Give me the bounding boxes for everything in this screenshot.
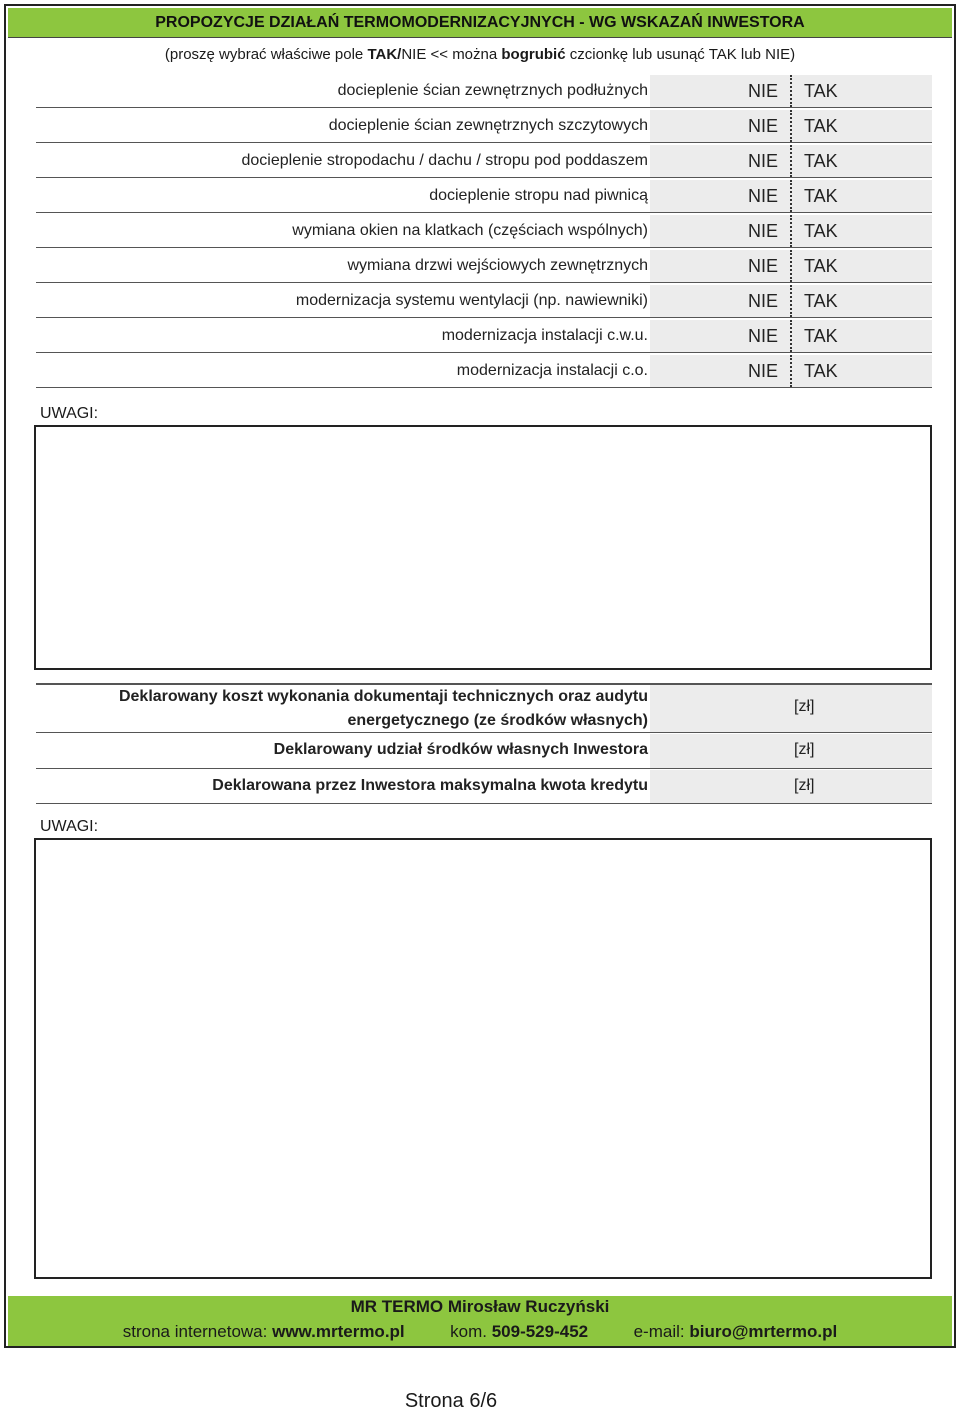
currency-unit: [zł] xyxy=(794,777,815,794)
measure-row xyxy=(36,145,932,178)
currency-unit: [zł] xyxy=(794,698,815,715)
web-label: strona internetowa: xyxy=(122,1322,268,1341)
phone-label: kom. xyxy=(450,1322,487,1341)
form-title: PROPOZYCJE DZIAŁAŃ TERMOMODERNIZACYJNYCH - WG WSKAZAŃ INWESTORA xyxy=(8,8,952,38)
declaration-label xyxy=(36,685,648,733)
declaration-cell xyxy=(650,685,932,732)
declaration-row xyxy=(36,770,932,804)
row-divider xyxy=(36,387,932,388)
email-link[interactable]: biuro@mrtermo.pl xyxy=(689,1322,838,1341)
row-divider xyxy=(36,282,932,283)
option-nie[interactable]: NIE xyxy=(748,151,779,171)
instruction-suffix: czcionkę lub usunąć TAK lub NIE) xyxy=(565,46,796,63)
option-tak[interactable]: TAK xyxy=(804,186,838,206)
measure-label: docieplenie stropodachu / dachu / stropu pod poddaszem xyxy=(241,152,648,169)
measure-label: docieplenie stropu nad piwnicą xyxy=(429,187,648,204)
page-number: Strona 6/6 xyxy=(404,1390,498,1412)
notes-textarea[interactable] xyxy=(34,425,932,670)
currency-unit: [zł] xyxy=(794,741,815,758)
option-separator xyxy=(790,215,792,247)
row-divider xyxy=(36,142,932,143)
email-label: e-mail: xyxy=(633,1322,685,1341)
measure-label: docieplenie ścian zewnętrznych szczytowych xyxy=(328,117,648,134)
web-link[interactable]: www.mrtermo.pl xyxy=(272,1322,405,1341)
notes-textarea[interactable] xyxy=(34,838,932,1279)
measure-row xyxy=(36,215,932,248)
declaration-cell xyxy=(650,770,932,803)
option-nie[interactable]: NIE xyxy=(748,361,779,381)
row-divider xyxy=(36,107,932,108)
declaration-label-line2: energetycznego (ze środków własnych) xyxy=(347,712,648,729)
instruction-prefix: (proszę wybrać właściwe pole xyxy=(164,46,368,63)
option-separator xyxy=(790,180,792,212)
instruction-bold-verb: bogrubić xyxy=(501,46,566,63)
measure-row xyxy=(36,75,932,108)
row-divider xyxy=(36,352,932,353)
declaration-cell xyxy=(650,734,932,768)
option-nie[interactable]: NIE xyxy=(748,326,779,346)
notes-label: UWAGI: xyxy=(40,405,99,422)
declaration-input[interactable] xyxy=(650,685,794,734)
row-divider xyxy=(36,768,932,769)
option-separator xyxy=(790,110,792,142)
instruction-text xyxy=(0,46,960,63)
option-nie[interactable]: NIE xyxy=(748,221,779,241)
measure-label: modernizacja systemu wentylacji (np. nawiewniki) xyxy=(295,292,648,309)
option-tak[interactable]: TAK xyxy=(804,81,838,101)
notes-label: UWAGI: xyxy=(40,818,99,835)
company-name: MR TERMO Mirosław Ruczyński xyxy=(350,1297,610,1316)
declaration-input[interactable] xyxy=(650,734,794,770)
option-tak[interactable]: TAK xyxy=(804,291,838,311)
option-separator xyxy=(790,285,792,317)
option-nie[interactable]: NIE xyxy=(748,291,779,311)
measure-row xyxy=(36,285,932,318)
option-nie[interactable]: NIE xyxy=(748,116,779,136)
measure-label: wymiana drzwi wejściowych zewnętrznych xyxy=(347,257,648,274)
declaration-label: Deklarowana przez Inwestora maksymalna kwota kredytu xyxy=(212,777,648,794)
option-tak[interactable]: TAK xyxy=(804,326,838,346)
row-divider xyxy=(36,803,932,804)
contact-line xyxy=(8,1322,952,1342)
measure-row xyxy=(36,180,932,213)
measure-label: wymiana okien na klatkach (częściach wspólnych) xyxy=(292,222,648,239)
declaration-row xyxy=(36,685,932,733)
row-divider xyxy=(36,317,932,318)
option-tak[interactable]: TAK xyxy=(804,361,838,381)
option-tak[interactable]: TAK xyxy=(804,256,838,276)
footer-bar xyxy=(8,1296,952,1346)
option-tak[interactable]: TAK xyxy=(804,116,838,136)
phone-number[interactable]: 509-529-452 xyxy=(491,1322,589,1341)
declaration-label: Deklarowany udział środków własnych Inwestora xyxy=(273,741,648,758)
option-separator xyxy=(790,145,792,177)
option-tak[interactable]: TAK xyxy=(804,221,838,241)
option-separator xyxy=(790,355,792,387)
measure-row xyxy=(36,110,932,143)
declaration-row xyxy=(36,734,932,769)
measure-label: modernizacja instalacji c.w.u. xyxy=(441,327,648,344)
option-tak[interactable]: TAK xyxy=(804,151,838,171)
option-separator xyxy=(790,250,792,282)
option-nie[interactable]: NIE xyxy=(748,81,779,101)
measure-label: modernizacja instalacji c.o. xyxy=(456,362,648,379)
option-separator xyxy=(790,75,792,107)
row-divider xyxy=(36,732,932,733)
row-divider xyxy=(36,212,932,213)
measure-row xyxy=(36,320,932,353)
option-nie[interactable]: NIE xyxy=(748,256,779,276)
option-nie[interactable]: NIE xyxy=(748,186,779,206)
declaration-label-line1: Deklarowany koszt wykonania dokumentaji technicznych oraz audytu xyxy=(118,688,648,705)
measure-row xyxy=(36,355,932,388)
instruction-mid: NIE << można xyxy=(401,46,502,63)
row-divider xyxy=(36,247,932,248)
row-divider xyxy=(36,177,932,178)
declaration-input[interactable] xyxy=(650,770,794,805)
measure-label: docieplenie ścian zewnętrznych podłużnych xyxy=(337,82,648,99)
measure-row xyxy=(36,250,932,283)
option-separator xyxy=(790,320,792,352)
instruction-bold-choice: TAK/ xyxy=(367,46,402,63)
